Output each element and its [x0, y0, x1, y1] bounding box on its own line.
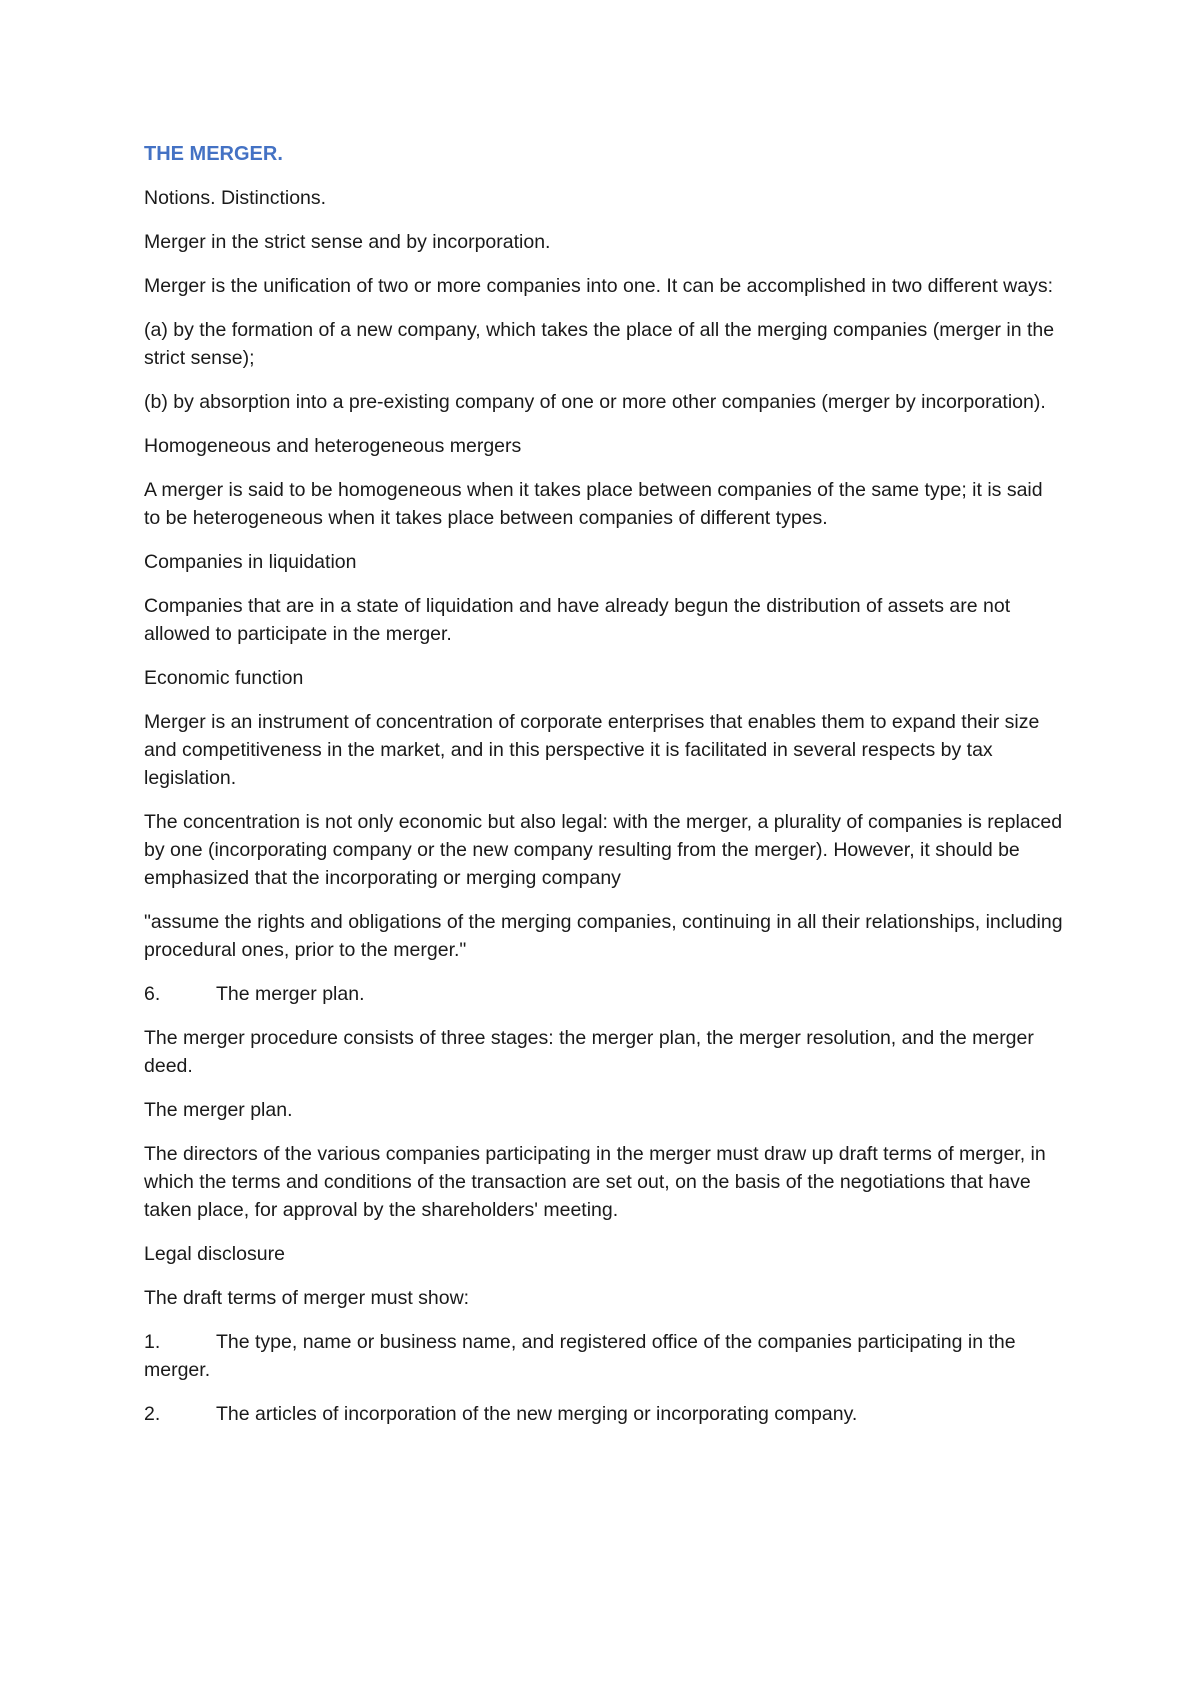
paragraph-text: Homogeneous and heterogeneous mergers: [144, 435, 522, 457]
paragraph-text: The draft terms of merger must show:: [144, 1287, 470, 1309]
paragraph: [144, 708, 1064, 792]
paragraph-text: The directors of the various companies participating in the merger must draw up draft terms of merger, in which the terms and conditions of the transaction are set out, on the basis of the negotiations that have taken place, for approval by the shareholders' meeting.: [144, 1143, 1046, 1221]
paragraph-text: The merger plan.: [216, 983, 365, 1005]
paragraph: [144, 808, 1064, 892]
paragraph-text: The articles of incorporation of the new merging or incorporating company.: [216, 1403, 858, 1425]
paragraph: [144, 664, 1064, 692]
document-body: [144, 184, 1064, 1428]
paragraph-text: The type, name or business name, and registered office of the companies participating in the merger.: [144, 1331, 1016, 1381]
paragraph-number: 2.: [144, 1403, 161, 1425]
paragraph: [144, 592, 1064, 648]
paragraph: [144, 1284, 1064, 1312]
paragraph: [144, 432, 1064, 460]
paragraph-number: 1.: [144, 1331, 161, 1353]
paragraph: [144, 908, 1064, 964]
paragraph-text: "assume the rights and obligations of the merging companies, continuing in all their relationships, including procedural ones, prior to the merger.": [144, 911, 1063, 961]
document-title: THE MERGER.: [144, 143, 283, 165]
paragraph-text: (a) by the formation of a new company, which takes the place of all the merging companies (merger in the strict sense);: [144, 319, 1055, 369]
paragraph-text: Companies in liquidation: [144, 551, 357, 573]
numbered-paragraph: [144, 980, 1064, 1008]
paragraph: [144, 316, 1064, 372]
paragraph-text: The merger plan.: [144, 1099, 293, 1121]
numbered-paragraph: [144, 1400, 1064, 1428]
paragraph-text: Merger in the strict sense and by incorporation.: [144, 231, 551, 253]
paragraph: [144, 272, 1064, 300]
paragraph-text: Legal disclosure: [144, 1243, 285, 1265]
paragraph: [144, 476, 1064, 532]
numbered-paragraph: [144, 1328, 1064, 1384]
paragraph: [144, 184, 1064, 212]
paragraph-text: Merger is an instrument of concentration of corporate enterprises that enables them to expand their size and competitiveness in the market, and in this perspective it is facilitated in several respects by tax legislation.: [144, 711, 1040, 789]
paragraph: [144, 1024, 1064, 1080]
paragraph: [144, 228, 1064, 256]
paragraph: [144, 1240, 1064, 1268]
paragraph-text: Merger is the unification of two or more companies into one. It can be accomplished in two different ways:: [144, 275, 1054, 297]
paragraph: [144, 1140, 1064, 1224]
paragraph-text: Companies that are in a state of liquidation and have already begun the distribution of assets are not allowed to participate in the merger.: [144, 595, 1011, 645]
paragraph: [144, 388, 1064, 416]
paragraph-text: The concentration is not only economic but also legal: with the merger, a plurality of companies is replaced by one (incorporating company or the new company resulting from the merger). However, it should be emphasized that the incorporating or merging company: [144, 811, 1063, 889]
paragraph-text: Notions. Distinctions.: [144, 187, 327, 209]
paragraph-text: A merger is said to be homogeneous when it takes place between companies of the same type; it is said to be heterogeneous when it takes place between companies of different types.: [144, 479, 1043, 529]
paragraph-text: Economic function: [144, 667, 304, 689]
paragraph: [144, 1096, 1064, 1124]
paragraph-number: 6.: [144, 983, 161, 1005]
paragraph: [144, 548, 1064, 576]
paragraph-text: (b) by absorption into a pre-existing company of one or more other companies (merger by incorporation).: [144, 391, 1046, 413]
document-page: [144, 140, 1064, 1444]
paragraph-text: The merger procedure consists of three stages: the merger plan, the merger resolution, and the merger deed.: [144, 1027, 1034, 1077]
